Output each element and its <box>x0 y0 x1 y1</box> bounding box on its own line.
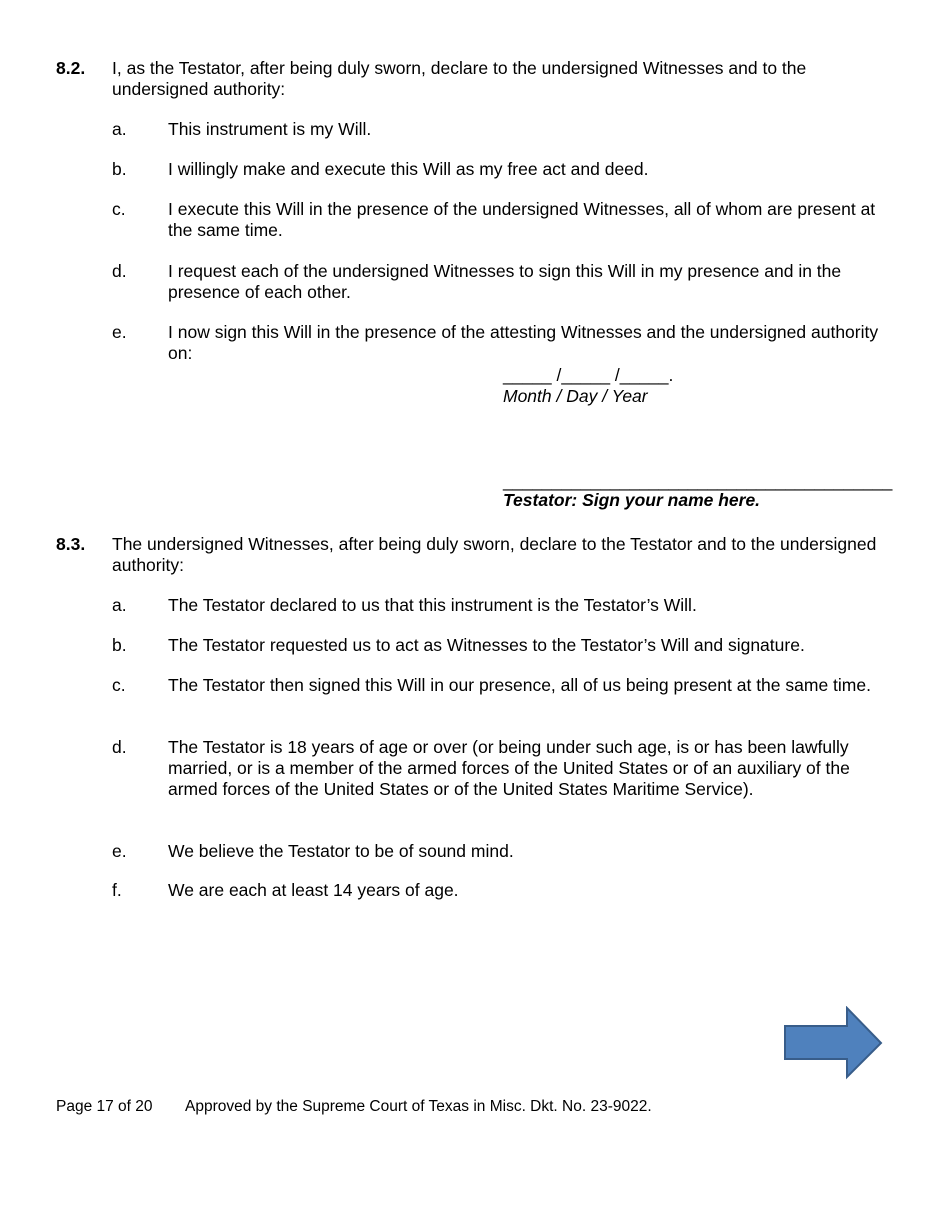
item-text: I now sign this Will in the presence of the attesting Witnesses and the undersigned authority on: <box>168 322 879 363</box>
section-intro: I, as the Testator, after being duly sworn, declare to the undersigned Witnesses and to the undersigned authority: <box>112 58 807 99</box>
item-letter: a. <box>112 119 127 139</box>
item-text: The Testator declared to us that this instrument is the Testator’s Will. <box>168 595 697 615</box>
page-number: Page 17 of 20 <box>56 1098 153 1115</box>
item-letter: e. <box>112 322 127 342</box>
section-number: 8.2. <box>56 58 86 78</box>
item-letter: c. <box>112 675 126 695</box>
item-letter: d. <box>112 261 127 281</box>
section-intro: The undersigned Witnesses, after being duly sworn, declare to the Testator and to the undersigned authority: <box>112 534 877 575</box>
item-text: We are each at least 14 years of age. <box>168 880 459 900</box>
section-number: 8.3. <box>56 534 86 554</box>
item-text: We believe the Testator to be of sound mind. <box>168 841 514 861</box>
right-arrow-icon[interactable] <box>783 1006 884 1080</box>
item-letter: f. <box>112 880 122 900</box>
testator-signature-label: Testator: Sign your name here. <box>503 490 761 510</box>
date-label: Month / Day / Year <box>503 386 648 406</box>
date-blank[interactable]: _____ /_____ /_____. <box>503 365 674 385</box>
item-letter: d. <box>112 737 127 757</box>
item-letter: b. <box>112 159 127 179</box>
testator-signature-line[interactable]: ________________________________________ <box>503 471 893 491</box>
item-text: This instrument is my Will. <box>168 119 372 139</box>
item-letter: c. <box>112 199 126 219</box>
approval-note: Approved by the Supreme Court of Texas in Misc. Dkt. No. 23-9022. <box>185 1098 652 1115</box>
item-text: The Testator requested us to act as Witnesses to the Testator’s Will and signature. <box>168 635 805 655</box>
item-text: The Testator is 18 years of age or over (or being under such age, is or has been lawfully married, or is a member of the armed forces of the United States or of an auxiliary of the armed forces of the United States or of the United States Maritime Service). <box>168 737 850 799</box>
item-letter: b. <box>112 635 127 655</box>
item-text: I execute this Will in the presence of the undersigned Witnesses, all of whom are present at the same time. <box>168 199 876 240</box>
item-text: I willingly make and execute this Will as my free act and deed. <box>168 159 649 179</box>
item-letter: a. <box>112 595 127 615</box>
next-page-arrow-shape <box>785 1008 881 1077</box>
item-text: I request each of the undersigned Witnesses to sign this Will in my presence and in the presence of each other. <box>168 261 842 302</box>
item-text: The Testator then signed this Will in our presence, all of us being present at the same time. <box>168 675 871 695</box>
item-letter: e. <box>112 841 127 861</box>
